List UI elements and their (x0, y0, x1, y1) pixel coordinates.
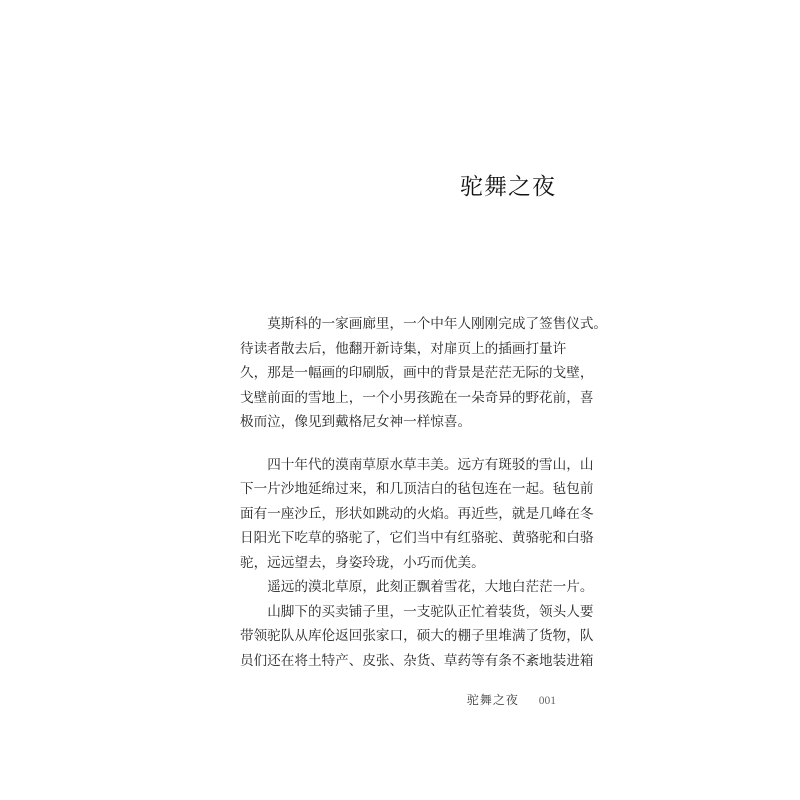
paragraph-2-line: 驼，远远望去，身姿玲珑，小巧而优美。 (240, 554, 485, 571)
paragraph-2-line: 日阳光下吃草的骆驼了，它们当中有红骆驼、黄骆驼和白骆 (240, 530, 594, 546)
page-footer (467, 691, 556, 708)
section-break (240, 435, 570, 453)
paragraph-1-line: 戈壁前面的雪地上，一个小男孩跪在一朵奇异的野花前，喜 (240, 389, 594, 406)
paragraph-3-line: 遥远的漠北草原，此刻正飘着雪花，大地白茫茫一片。 (267, 579, 594, 595)
chapter-title: 驼舞之夜 (460, 174, 556, 200)
paragraph-1-line: 莫斯科的一家画廊里，一个中年人刚刚完成了签售仪式。 (267, 316, 608, 332)
paragraph-1-line: 久，那是一幅画的印刷版，画中的背景是茫茫无际的戈壁， (240, 365, 594, 381)
paragraph-2-line: 下一片沙地延绵过来，和几顶洁白的毡包连在一起。毡包前 (240, 481, 594, 497)
paragraph-4-line: 员们还在将土特产、皮张、杂货、草药等有条不紊地装进箱 (240, 652, 594, 669)
running-title: 驼舞之夜 (466, 693, 519, 707)
paragraph-1-line: 极而泣，像见到戴格尼女神一样惊喜。 (240, 414, 472, 430)
body-text (240, 312, 608, 673)
paragraph-2-line: 四十年代的漠南草原水草丰美。远方有斑驳的雪山，山 (267, 456, 594, 473)
paragraph-1-line: 待读者散去后，他翻开新诗集，对扉页上的插画打量许 (240, 340, 567, 357)
paragraph-4-line: 带领驼队从库伦返回张家口，硕大的棚子里堆满了货物，队 (240, 628, 594, 644)
paragraph-4-line: 山脚下的买卖铺子里，一支驼队正忙着装货，领头人要 (267, 603, 594, 620)
paragraph-2-line: 面有一座沙丘，形状如跳动的火焰。再近些，就是几峰在冬 (240, 505, 594, 522)
page-number: 001 (538, 695, 556, 707)
